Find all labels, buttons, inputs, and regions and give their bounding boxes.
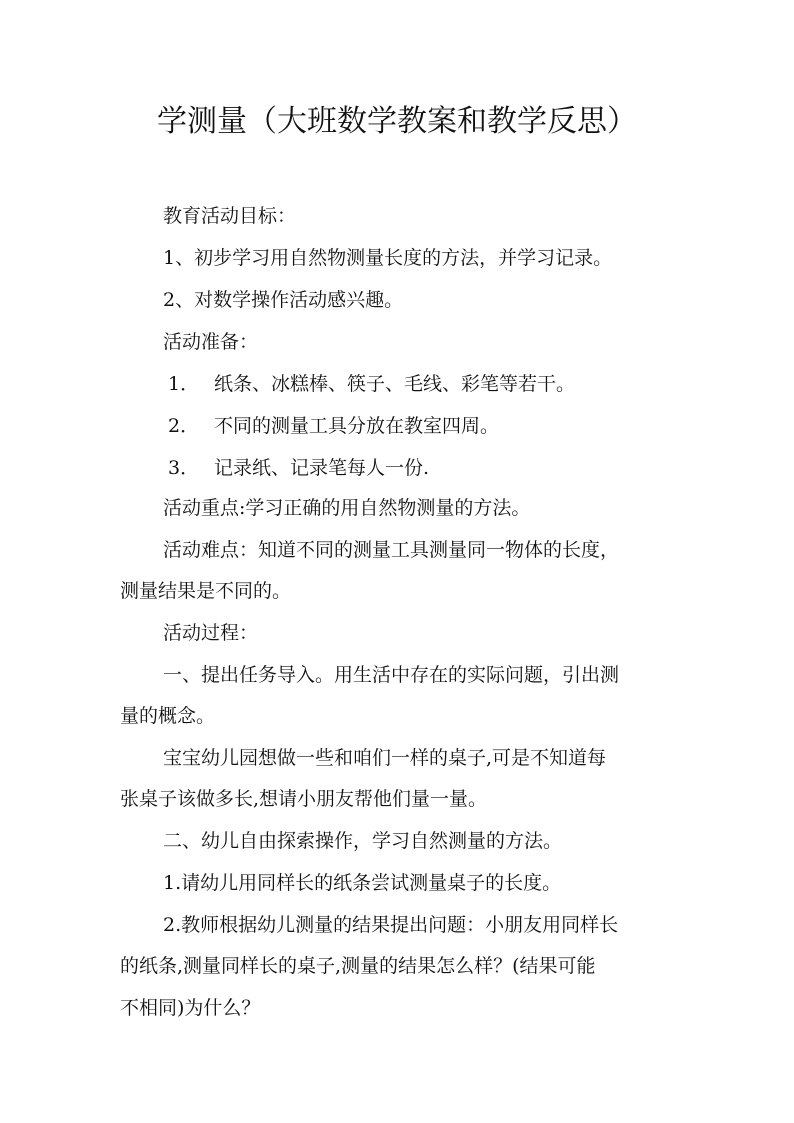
process-paragraph: 宝宝幼儿园想做一些和咱们一样的桌子,可是不知道每 (163, 747, 607, 769)
prep-item-number: 3． (168, 457, 200, 479)
prep-item-2 (168, 413, 499, 439)
process-substep-2-cont: 的纸条,测量同样长的桌子,测量的结果怎么样？(结果可能 (120, 955, 596, 977)
prep-item-text: 不同的测量工具分放在教室四周。 (214, 415, 500, 437)
process-step-2: 二、幼儿自由探索操作，学习自然测量的方法。 (163, 830, 563, 852)
section-heading-preparation: 活动准备： (163, 331, 259, 353)
process-step-1: 一、提出任务导入。用生活中存在的实际问题，引出测 (163, 664, 620, 686)
process-step-1-cont: 量的概念。 (120, 705, 216, 727)
prep-item-number: 1． (168, 373, 200, 395)
prep-item-1 (168, 371, 575, 397)
process-substep-2: 2.教师根据幼儿测量的结果提出问题：小朋友用同样长 (163, 914, 619, 936)
process-substep-1: 1.请幼儿用同样长的纸条尝试测量桌子的长度。 (163, 872, 562, 894)
prep-item-text: 纸条、冰糕棒、筷子、毛线、彩笔等若干。 (214, 373, 576, 395)
prep-item-3 (168, 455, 429, 481)
document-title: 学测量（大班数学教案和教学反思） (157, 104, 637, 139)
activity-difficulty: 活动难点：知道不同的测量工具测量同一物体的长度， (163, 539, 620, 561)
section-heading-process: 活动过程： (163, 622, 259, 644)
goal-item-1: 1、初步学习用自然物测量长度的方法，并学习记录。 (163, 247, 613, 269)
activity-difficulty-cont: 测量结果是不同的。 (120, 580, 292, 602)
activity-focus: 活动重点:学习正确的用自然物测量的方法。 (163, 497, 531, 519)
process-paragraph-cont: 张桌子该做多长,想请小朋友帮他们量一量。 (120, 788, 488, 810)
prep-item-text: 记录纸、记录笔每人一份. (214, 457, 430, 479)
section-heading-goals: 教育活动目标： (163, 205, 297, 227)
prep-item-number: 2． (168, 415, 200, 437)
process-substep-2-cont-2: 不相同)为什么？ (120, 997, 261, 1019)
goal-item-2: 2、对数学操作活动感兴趣。 (163, 289, 404, 311)
